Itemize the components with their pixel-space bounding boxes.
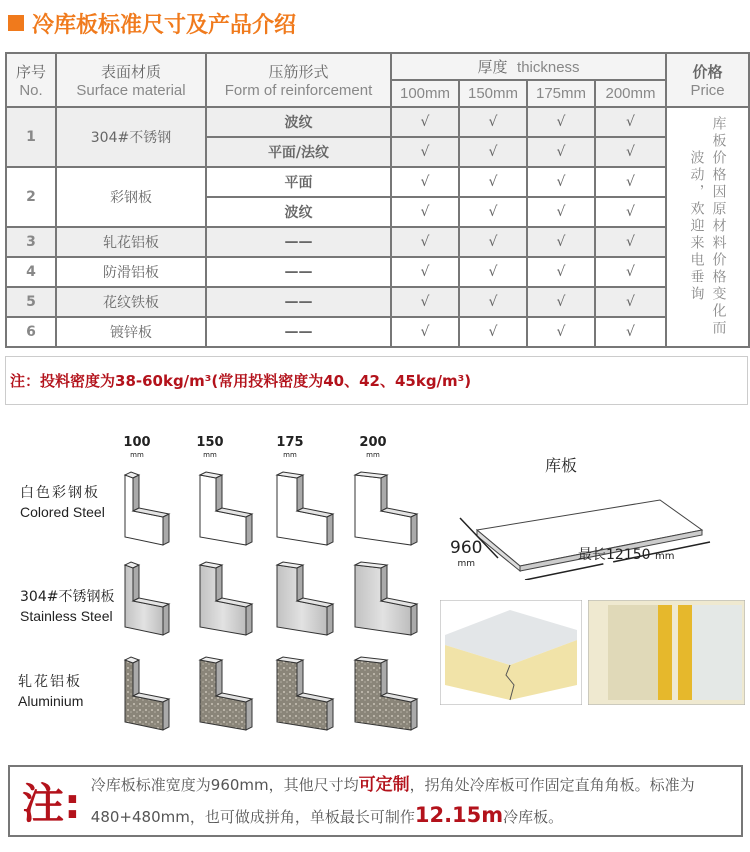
check-mark: √ [527, 287, 595, 317]
check-mark: √ [459, 257, 527, 287]
panel-profile [125, 657, 169, 730]
panel-profile [277, 562, 333, 635]
panel-profile [355, 657, 417, 730]
panel-photo-wave [440, 600, 582, 705]
page-title: 冷库板标准尺寸及产品介绍 [8, 8, 296, 38]
check-mark: √ [595, 137, 666, 167]
panel-profile [277, 472, 333, 545]
check-mark: √ [391, 317, 459, 347]
size-label: 100 mm [123, 435, 151, 459]
check-mark: √ [595, 317, 666, 347]
check-mark: √ [595, 257, 666, 287]
check-mark: √ [595, 167, 666, 197]
row-material: 镀锌板 [56, 317, 206, 347]
material-label: 白色彩钢板 Colored Steel [20, 485, 105, 520]
check-mark: √ [595, 227, 666, 257]
width-dimension: 960 mm [450, 538, 483, 569]
panel-profile [277, 657, 333, 730]
check-mark: √ [527, 167, 595, 197]
material-label: 304#不锈钢板 Stainless Steel [20, 589, 115, 624]
check-mark: √ [527, 107, 595, 137]
check-mark: √ [459, 197, 527, 227]
bottom-note: 注: 冷库板标准宽度为960mm，其他尺寸均可定制，拐角处冷库板可作固定直角角板。标准为480+480mm，也可做成拼角，单板最长可制作12.15m冷库板。 [8, 765, 743, 837]
panel-profile [125, 562, 169, 635]
row-material: 轧花铝板 [56, 227, 206, 257]
price-note: 库板价格因原材料价格变化而波动，欢迎来电垂询 [666, 107, 749, 347]
panel-profile [200, 562, 252, 635]
header-no: 序号 No. [6, 53, 56, 107]
header-form: 压筋形式 Form of reinforcement [206, 53, 391, 107]
check-mark: √ [459, 167, 527, 197]
check-mark: √ [527, 317, 595, 347]
panel-profile [200, 472, 252, 545]
header-thickness: 厚度 thickness [391, 53, 666, 80]
material-label: 轧花铝板 Aluminium [18, 674, 84, 709]
check-mark: √ [595, 197, 666, 227]
check-mark: √ [459, 287, 527, 317]
row-form: 波纹 [206, 107, 391, 137]
check-mark: √ [527, 227, 595, 257]
check-mark: √ [391, 167, 459, 197]
row-form: 平面 [206, 167, 391, 197]
row-no: 2 [6, 167, 56, 227]
panel-photo-joint [588, 600, 745, 705]
panel-profile [355, 562, 417, 635]
row-no: 5 [6, 287, 56, 317]
check-mark: √ [391, 107, 459, 137]
header-surface: 表面材质 Surface material [56, 53, 206, 107]
row-form: —— [206, 227, 391, 257]
check-mark: √ [459, 227, 527, 257]
row-material: 防滑铝板 [56, 257, 206, 287]
row-material: 304#不锈钢 [56, 107, 206, 167]
panel-profile [355, 472, 417, 545]
row-no: 4 [6, 257, 56, 287]
panel-label: 库板 [545, 456, 578, 475]
row-form: —— [206, 317, 391, 347]
check-mark: √ [527, 197, 595, 227]
check-mark: √ [527, 137, 595, 167]
check-mark: √ [595, 107, 666, 137]
check-mark: √ [391, 227, 459, 257]
row-form: —— [206, 287, 391, 317]
check-mark: √ [595, 287, 666, 317]
row-form: —— [206, 257, 391, 287]
length-dimension: 最长12150 mm [578, 547, 675, 563]
header-size: 200mm [595, 80, 666, 107]
row-no: 1 [6, 107, 56, 167]
panel-profile [200, 657, 252, 730]
size-label: 150 mm [196, 435, 224, 459]
header-size: 175mm [527, 80, 595, 107]
size-label: 175 mm [276, 435, 304, 459]
density-note: 注：投料密度为38-60kg/m³(常用投料密度为40、42、45kg/m³) [5, 356, 748, 405]
header-size: 100mm [391, 80, 459, 107]
check-mark: √ [459, 107, 527, 137]
check-mark: √ [391, 257, 459, 287]
check-mark: √ [527, 257, 595, 287]
check-mark: √ [459, 317, 527, 347]
check-mark: √ [391, 137, 459, 167]
row-form: 平面/法纹 [206, 137, 391, 167]
check-mark: √ [391, 197, 459, 227]
panel-profile [125, 472, 169, 545]
check-mark: √ [391, 287, 459, 317]
row-no: 3 [6, 227, 56, 257]
row-form: 波纹 [206, 197, 391, 227]
row-material: 彩钢板 [56, 167, 206, 227]
check-mark: √ [459, 137, 527, 167]
row-material: 花纹铁板 [56, 287, 206, 317]
size-label: 200 mm [359, 435, 387, 459]
row-no: 6 [6, 317, 56, 347]
header-price: 价格 Price [666, 53, 749, 107]
header-size: 150mm [459, 80, 527, 107]
